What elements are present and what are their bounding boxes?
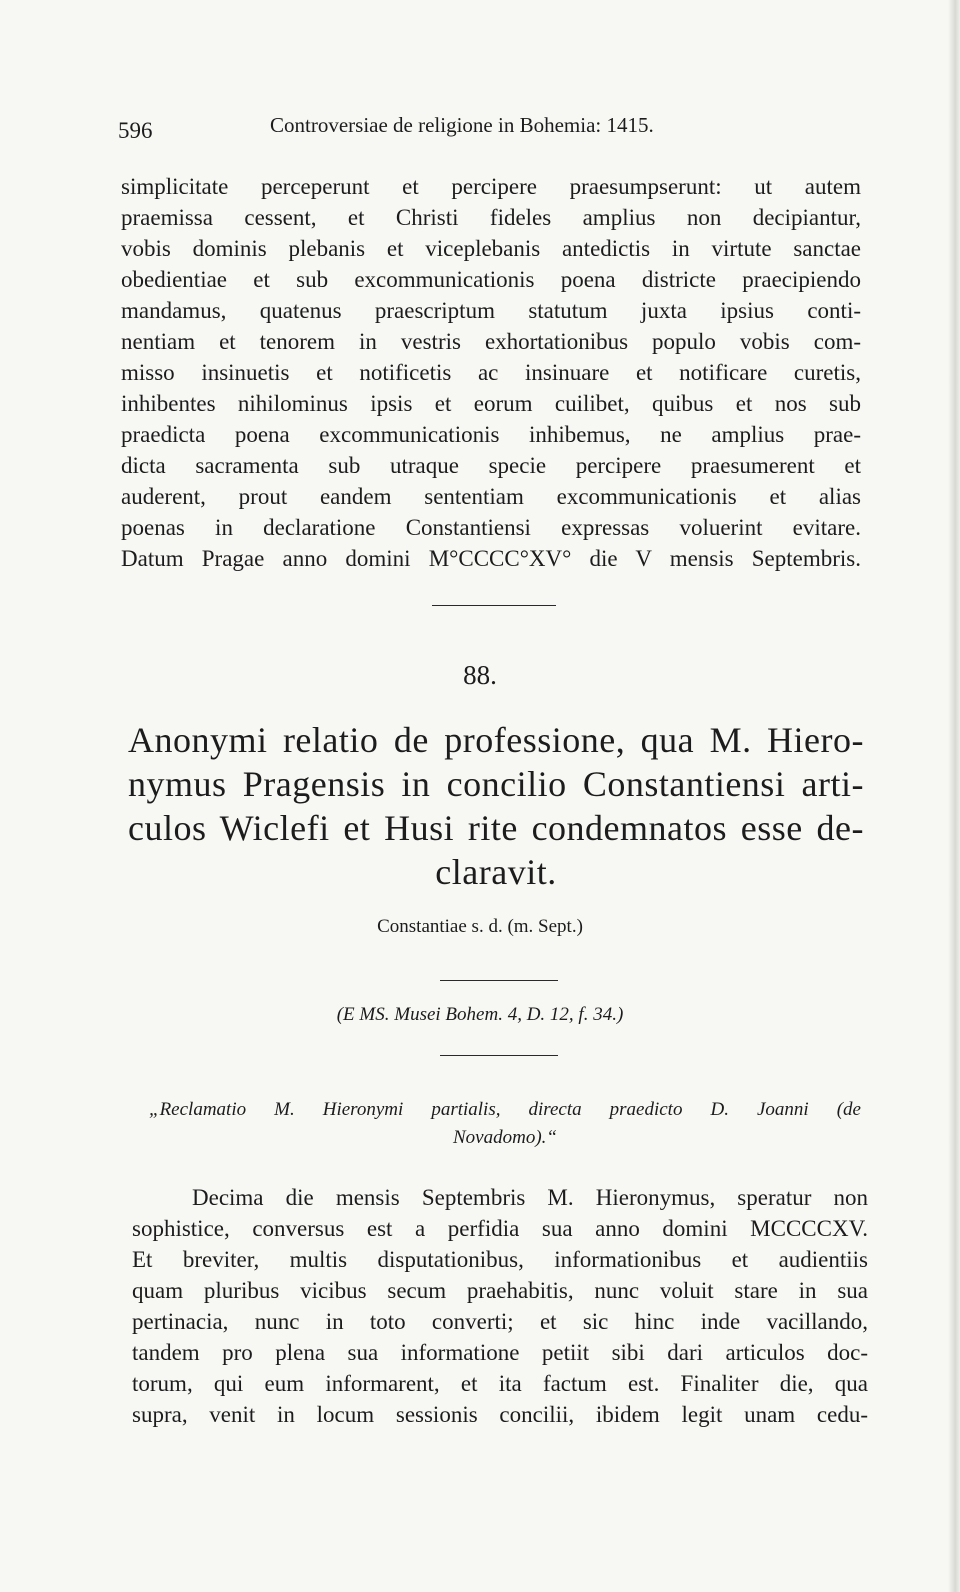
body-paragraph <box>132 1182 868 1430</box>
title-line: nymus Pragensis in concilio Constantiensi arti- <box>128 764 864 804</box>
text-line: sophistice, conversus est a perfidia sua anno domini MCCCCXV. <box>132 1216 868 1241</box>
title-line: culos Wiclefi et Husi rite condemnatos esse de- <box>128 808 864 848</box>
document-number: 88. <box>463 660 497 690</box>
place-date-line: Constantiae s. d. (m. Sept.) <box>377 916 583 937</box>
text-line: tandem pro plena sua informatione petiit sibi dari articulos doc- <box>132 1340 868 1365</box>
page-edge-shadow <box>948 0 960 1592</box>
text-line: Et breviter, multis disputationibus, informationibus et audientiis <box>132 1247 868 1272</box>
title-line: Anonymi relatio de professione, qua M. Hiero- <box>128 720 864 760</box>
page-number: 596 <box>118 118 153 143</box>
text-line: praemissa cessent, et Christi fideles amplius non decipiantur, <box>121 205 861 230</box>
text-line: torum, qui eum informarent, et ita factum est. Finaliter die, qua <box>132 1371 868 1396</box>
text-line: simplicitate perceperunt et percipere praesumpserunt: ut autem <box>121 174 861 199</box>
text-line: nentiam et tenorem in vestris exhortationibus populo vobis com- <box>121 329 861 354</box>
manuscript-source-reference: (E MS. Musei Bohem. 4, D. 12, f. 34.) <box>336 1004 624 1025</box>
text-line: supra, venit in locum sessionis concilii, ibidem legit unam cedu- <box>132 1402 868 1427</box>
text-line: Decima die mensis Septembris M. Hieronymus, speratur non <box>192 1185 868 1210</box>
text-line: obedientiae et sub excommunicationis poena districte praecipiendo <box>121 267 861 292</box>
text-line: dicta sacramenta sub utraque specie percipere praesumerent et <box>121 453 861 478</box>
text-line: poenas in declaratione Constantiensi expressas voluerint evitare. <box>121 515 861 540</box>
heading-line: Novadomo).“ <box>453 1127 557 1148</box>
text-line: quam pluribus vicibus secum praehabitis, nunc voluit stare in sua <box>132 1278 868 1303</box>
text-line: misso insinuetis et notificetis ac insinuare et notificare curetis, <box>121 360 861 385</box>
text-line: inhibentes nihilominus ipsis et eorum cuilibet, quibus et nos sub <box>121 391 861 416</box>
paragraph-continuation <box>121 171 861 574</box>
text-line: Datum Pragae anno domini M°CCCC°XV° die V mensis Septembris. <box>121 546 861 571</box>
divider <box>440 1055 558 1056</box>
heading-line: „Reclamatio M. Hieronymi partialis, directa praedicto D. Joanni (de <box>149 1099 861 1120</box>
divider <box>440 980 558 981</box>
manuscript-heading <box>149 1096 861 1152</box>
section-divider <box>432 605 556 606</box>
text-line: auderent, prout eandem sententiam excommunicationis et alias <box>121 484 861 509</box>
running-head: Controversiae de religione in Bohemia: 1415. <box>270 113 654 137</box>
document-title <box>128 718 864 894</box>
text-line: pertinacia, nunc in toto converti; et sic hinc inde vacillando, <box>132 1309 868 1334</box>
title-line: claravit. <box>435 852 557 892</box>
text-line: praedicta poena excommunicationis inhibemus, ne amplius prae- <box>121 422 861 447</box>
text-line: vobis dominis plebanis et viceplebanis antedictis in virtute sanctae <box>121 236 861 261</box>
text-line: mandamus, quatenus praescriptum statutum juxta ipsius conti- <box>121 298 861 323</box>
